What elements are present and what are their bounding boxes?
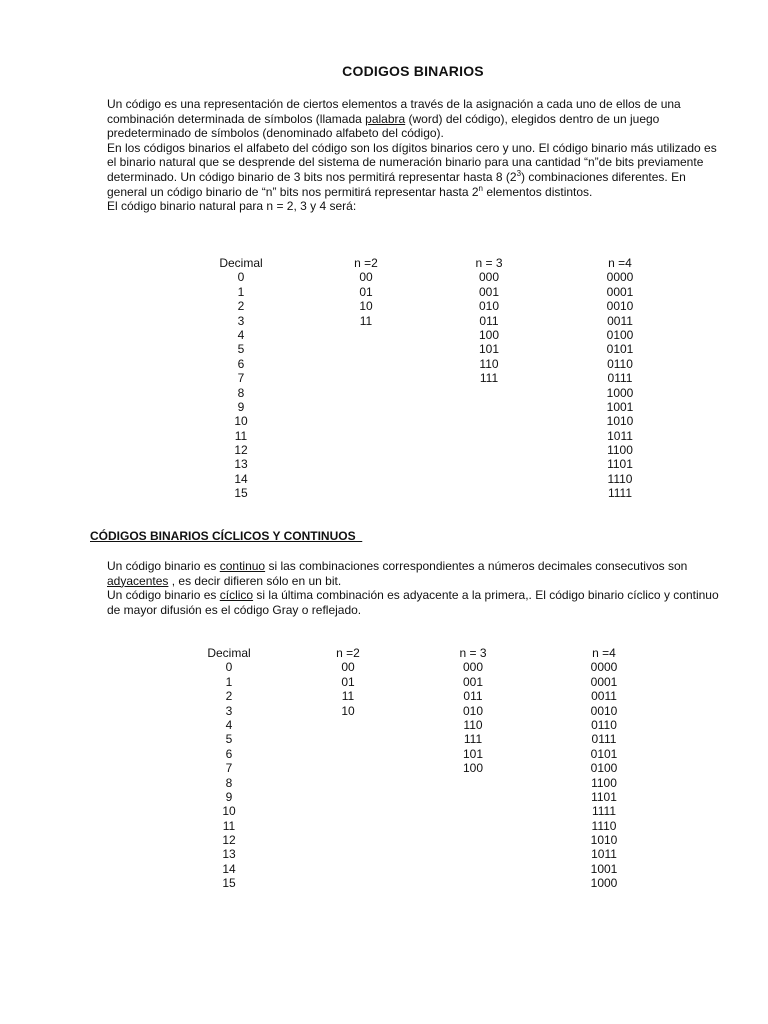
intro-sentence-3: El código binario natural para n = 2, 3 y 4 será: — [107, 199, 357, 214]
table-cell: 9 — [225, 789, 233, 804]
column-header: Decimal — [219, 256, 263, 270]
table-cell: 0100 — [590, 761, 618, 776]
table-cell: 6 — [225, 746, 233, 761]
table-cell: 7 — [237, 371, 245, 386]
table-cell: 110 — [463, 717, 483, 732]
gray-code-table — [0, 646, 768, 891]
table-cell: 100 — [462, 761, 484, 776]
table-cell: 12 — [234, 443, 248, 458]
table-cell: 14 — [222, 861, 236, 876]
table-cell: 0010 — [606, 299, 634, 314]
table-cell: 01 — [359, 284, 373, 299]
n2-column — [322, 646, 374, 718]
exponent: n — [478, 183, 483, 193]
table-cell: 9 — [237, 399, 245, 414]
column-header: n = 3 — [475, 256, 503, 270]
table-cell: 101 — [478, 342, 500, 357]
table-cell: 1010 — [590, 833, 618, 848]
adyacentes-underlined: adyacentes — [107, 573, 169, 588]
table-cell: 01 — [341, 674, 355, 689]
table-cell: 10 — [234, 414, 248, 429]
table-cell: 010 — [462, 703, 484, 718]
section2-paragraph — [107, 559, 719, 617]
page-title: CODIGOS BINARIOS — [342, 63, 484, 79]
table-cell: 001 — [462, 674, 484, 689]
table-cell: 100 — [478, 327, 500, 342]
table-cell: 011 — [463, 689, 483, 704]
table-cell: 00 — [359, 270, 373, 285]
table-cell: 0011 — [591, 689, 617, 704]
table-cell: 110 — [479, 356, 499, 371]
table-cell: 10 — [341, 703, 355, 718]
intro-text: En los códigos binarios el alfabeto del código son los dígitos binarios cero y uno. El código binario más utilizado es el binario natural que se desprende del sistema de numeración binario para una cantidad “n”de bits previamente determinado. Un código binario de 3 bits nos permitirá representar hasta 8 (2 — [107, 140, 717, 184]
intro-sentence-1 — [107, 97, 719, 141]
section-text: Un código binario es — [107, 559, 220, 573]
n4-column — [577, 646, 631, 891]
decimal-column — [212, 256, 270, 501]
table-cell: 1001 — [590, 861, 618, 876]
decimal-column — [200, 646, 258, 891]
table-cell: 11 — [234, 428, 248, 443]
column-header: n =4 — [608, 256, 632, 270]
table-cell: 8 — [225, 775, 233, 790]
table-cell: 1111 — [607, 486, 633, 501]
section-text: si las combinaciones correspondientes a números decimales consecutivos son — [265, 559, 688, 573]
table-cell: 4 — [237, 327, 245, 342]
table-cell: 101 — [462, 746, 484, 761]
section-text: , es decir difieren sólo en un bit. — [168, 573, 342, 588]
table-cell: 111 — [479, 371, 499, 386]
table-cell: 00 — [341, 660, 355, 675]
table-cell: 8 — [237, 385, 245, 400]
table-cell: 1101 — [607, 457, 633, 472]
table-cell: 10 — [359, 299, 373, 314]
table-cell: 0100 — [606, 327, 634, 342]
ciclico-definition — [107, 588, 719, 617]
column-header: n =2 — [354, 256, 378, 270]
section-heading: CÓDIGOS BINARIOS CÍCLICOS Y CONTINUOS — [90, 529, 363, 543]
exponent: 3 — [516, 168, 522, 178]
table-cell: 010 — [478, 299, 500, 314]
table-cell: 1100 — [607, 443, 633, 458]
table-cell: 0101 — [606, 342, 634, 357]
table-cell: 001 — [478, 284, 500, 299]
n3-column — [445, 646, 501, 776]
table-cell: 0 — [237, 270, 245, 285]
column-header: n =4 — [592, 646, 616, 660]
table-cell: 1110 — [591, 818, 617, 833]
n2-column — [340, 256, 392, 328]
table-cell: 15 — [222, 876, 236, 891]
table-cell: 1101 — [591, 789, 617, 804]
palabra-underlined: palabra — [365, 111, 406, 126]
table-cell: 0000 — [590, 660, 618, 675]
table-cell: 11 — [222, 818, 236, 833]
table-cell: 7 — [225, 761, 233, 776]
table-cell: 0001 — [590, 674, 618, 689]
continuo-definition — [107, 559, 719, 588]
table-cell: 1001 — [606, 399, 634, 414]
table-cell: 1011 — [607, 428, 633, 443]
table-cell: 011 — [479, 313, 499, 328]
table-cell: 111 — [463, 732, 483, 747]
table-cell: 11 — [341, 689, 355, 704]
table-cell: 0111 — [607, 371, 633, 386]
column-header: Decimal — [207, 646, 251, 660]
table-cell: 2 — [237, 299, 245, 314]
column-header: n =2 — [336, 646, 360, 660]
table-cell: 5 — [225, 732, 233, 747]
continuo-underlined: continuo — [219, 559, 266, 573]
table-cell: 10 — [222, 804, 236, 819]
table-cell: 2 — [225, 689, 233, 704]
table-cell: 0011 — [607, 313, 633, 328]
column-header: n = 3 — [459, 646, 487, 660]
intro-paragraph — [107, 97, 719, 214]
table-cell: 11 — [359, 313, 373, 328]
table-cell: 1 — [237, 284, 245, 299]
table-cell: 1011 — [591, 847, 617, 862]
table-cell: 0111 — [591, 732, 617, 747]
table-cell: 1000 — [606, 385, 634, 400]
table-cell: 1111 — [591, 804, 617, 819]
table-cell: 000 — [462, 660, 484, 675]
table-cell: 15 — [234, 486, 248, 501]
table-cell: 6 — [237, 356, 245, 371]
table-cell: 14 — [234, 471, 248, 486]
intro-text: (word) del código), elegidos dentro de un juego predeterminado de símbolos (denominado alfabeto del código). — [107, 111, 660, 141]
ciclico-underlined: cíclico — [219, 588, 254, 603]
table-cell: 1110 — [607, 471, 633, 486]
table-cell: 1 — [225, 674, 233, 689]
table-cell: 3 — [225, 703, 233, 718]
table-cell: 12 — [222, 833, 236, 848]
table-cell: 1000 — [590, 876, 618, 891]
intro-text: Un código es una representación de ciertos elementos a través de la asignación a cada uno de ellos de una combinación determinada de símbolos (llamada — [107, 97, 681, 126]
table-cell: 0001 — [606, 284, 634, 299]
n4-column — [593, 256, 647, 501]
table-cell: 1010 — [606, 414, 634, 429]
n3-column — [461, 256, 517, 386]
table-cell: 0110 — [607, 356, 633, 371]
section-text: Un código binario es — [107, 588, 220, 603]
table-cell: 000 — [478, 270, 500, 285]
intro-text: ) combinaciones diferentes. En general un código binario de “n” bits nos permitirá representar hasta 2 — [107, 169, 686, 199]
intro-text: elementos distintos. — [483, 184, 593, 199]
intro-sentence-2 — [107, 141, 719, 199]
table-cell: 1100 — [591, 775, 617, 790]
table-cell: 0 — [225, 660, 233, 675]
table-cell: 0010 — [590, 703, 618, 718]
table-cell: 3 — [237, 313, 245, 328]
table-cell: 0000 — [606, 270, 634, 285]
natural-binary-table — [0, 256, 768, 501]
table-cell: 13 — [222, 847, 236, 862]
table-cell: 0110 — [591, 717, 617, 732]
table-cell: 13 — [234, 457, 248, 472]
table-cell: 0101 — [590, 746, 618, 761]
table-cell: 5 — [237, 342, 245, 357]
section-text: si la última combinación es adyacente a la primera,. El código binario cíclico y continuo de mayor difusión es el código Gray o reflejado. — [107, 588, 719, 617]
table-cell: 4 — [225, 717, 233, 732]
